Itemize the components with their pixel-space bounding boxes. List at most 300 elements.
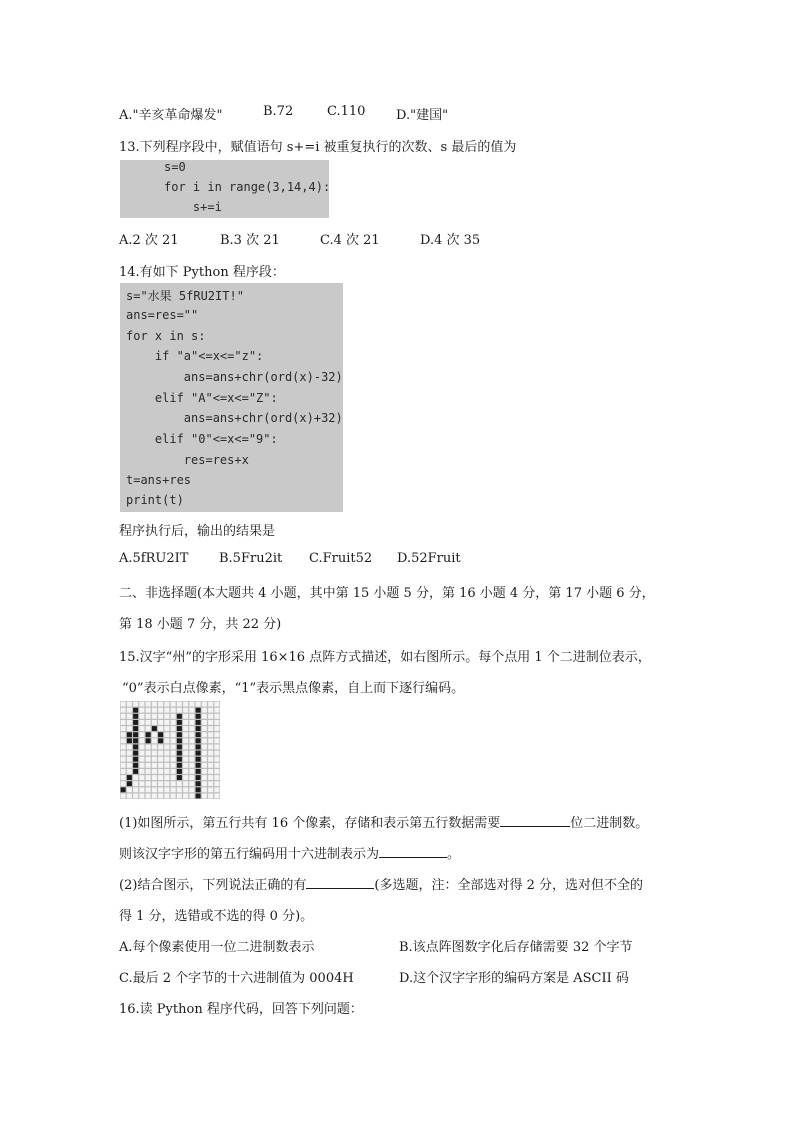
white-pixel xyxy=(214,775,219,780)
dot-matrix-grid xyxy=(120,701,220,799)
white-pixel xyxy=(121,738,126,743)
white-pixel xyxy=(139,793,144,798)
white-pixel xyxy=(189,781,194,786)
white-pixel xyxy=(171,708,176,713)
black-pixel xyxy=(158,732,163,737)
white-pixel xyxy=(164,793,169,798)
q15-option-c: C.最后 2 个字节的十六进制值为 0004H xyxy=(119,971,354,986)
black-pixel xyxy=(133,757,138,762)
q15-option-a: A.每个像素使用一位二进制数表示 xyxy=(119,940,315,955)
white-pixel xyxy=(164,787,169,792)
q15-stem: 15.汉字“州”的字形采用 16×16 点阵方式描述，如右图所示。每个点用 1 个二进制位表示， xyxy=(119,650,651,665)
white-pixel xyxy=(164,702,169,707)
white-pixel xyxy=(208,714,213,719)
black-pixel xyxy=(196,793,201,798)
black-pixel xyxy=(158,738,163,743)
white-pixel xyxy=(177,793,182,798)
q15-part1-text: 位二进制数。 xyxy=(570,816,649,831)
white-pixel xyxy=(121,744,126,749)
answer-blank[interactable] xyxy=(379,845,447,858)
white-pixel xyxy=(171,702,176,707)
code-line: ans=ans+chr(ord(x)-32) xyxy=(126,370,343,384)
white-pixel xyxy=(121,720,126,725)
white-pixel xyxy=(171,744,176,749)
white-pixel xyxy=(158,726,163,731)
black-pixel xyxy=(133,744,138,749)
black-pixel xyxy=(177,714,182,719)
black-pixel xyxy=(127,738,132,743)
white-pixel xyxy=(183,757,188,762)
white-pixel xyxy=(146,757,151,762)
black-pixel xyxy=(196,763,201,768)
white-pixel xyxy=(208,775,213,780)
black-pixel xyxy=(133,708,138,713)
black-pixel xyxy=(133,720,138,725)
black-pixel xyxy=(177,775,182,780)
white-pixel xyxy=(177,708,182,713)
white-pixel xyxy=(121,775,126,780)
white-pixel xyxy=(121,793,126,798)
white-pixel xyxy=(139,744,144,749)
white-pixel xyxy=(202,751,207,756)
white-pixel xyxy=(158,793,163,798)
white-pixel xyxy=(146,775,151,780)
white-pixel xyxy=(189,763,194,768)
white-pixel xyxy=(183,702,188,707)
white-pixel xyxy=(139,708,144,713)
white-pixel xyxy=(214,714,219,719)
black-pixel xyxy=(177,751,182,756)
white-pixel xyxy=(121,702,126,707)
white-pixel xyxy=(171,751,176,756)
white-pixel xyxy=(202,769,207,774)
white-pixel xyxy=(202,763,207,768)
white-pixel xyxy=(202,714,207,719)
white-pixel xyxy=(214,726,219,731)
white-pixel xyxy=(183,787,188,792)
white-pixel xyxy=(164,738,169,743)
black-pixel xyxy=(177,769,182,774)
white-pixel xyxy=(152,708,157,713)
black-pixel xyxy=(196,781,201,786)
q15-part2-line2: 得 1 分，选错或不选的得 0 分)。 xyxy=(119,909,314,924)
white-pixel xyxy=(146,793,151,798)
white-pixel xyxy=(127,763,132,768)
black-pixel xyxy=(133,726,138,731)
white-pixel xyxy=(208,757,213,762)
code-line: for i in range(3,14,4): xyxy=(164,180,331,194)
white-pixel xyxy=(183,744,188,749)
white-pixel xyxy=(183,769,188,774)
white-pixel xyxy=(139,738,144,743)
white-pixel xyxy=(177,787,182,792)
white-pixel xyxy=(202,702,207,707)
white-pixel xyxy=(189,787,194,792)
white-pixel xyxy=(152,744,157,749)
answer-blank[interactable] xyxy=(500,814,570,827)
white-pixel xyxy=(183,763,188,768)
white-pixel xyxy=(164,744,169,749)
black-pixel xyxy=(121,787,126,792)
white-pixel xyxy=(177,702,182,707)
code-line: print(t) xyxy=(126,493,184,507)
white-pixel xyxy=(164,769,169,774)
white-pixel xyxy=(127,702,132,707)
white-pixel xyxy=(158,702,163,707)
white-pixel xyxy=(189,751,194,756)
answer-blank[interactable] xyxy=(306,876,374,889)
white-pixel xyxy=(171,726,176,731)
white-pixel xyxy=(139,763,144,768)
black-pixel xyxy=(177,720,182,725)
white-pixel xyxy=(127,714,132,719)
white-pixel xyxy=(127,726,132,731)
q13-stem: 13.下列程序段中，赋值语句 s+=i 被重复执行的次数、s 最后的值为 xyxy=(119,140,517,155)
black-pixel xyxy=(196,720,201,725)
code-line: s+=i xyxy=(164,200,222,214)
white-pixel xyxy=(158,787,163,792)
white-pixel xyxy=(214,793,219,798)
black-pixel xyxy=(133,751,138,756)
white-pixel xyxy=(183,781,188,786)
white-pixel xyxy=(171,787,176,792)
white-pixel xyxy=(146,751,151,756)
white-pixel xyxy=(152,702,157,707)
white-pixel xyxy=(189,757,194,762)
white-pixel xyxy=(183,775,188,780)
q14-code-block xyxy=(120,283,343,512)
white-pixel xyxy=(214,763,219,768)
black-pixel xyxy=(177,738,182,743)
white-pixel xyxy=(183,726,188,731)
white-pixel xyxy=(189,775,194,780)
black-pixel xyxy=(127,732,132,737)
code-line: elif "A"<=x<="Z": xyxy=(126,391,278,405)
white-pixel xyxy=(146,720,151,725)
white-pixel xyxy=(189,769,194,774)
q15-part2-text: (2)结合图示，下列说法正确的有 xyxy=(119,878,307,893)
q12-option-d: D."建国" xyxy=(396,108,449,123)
white-pixel xyxy=(146,744,151,749)
white-pixel xyxy=(127,751,132,756)
white-pixel xyxy=(202,775,207,780)
white-pixel xyxy=(121,769,126,774)
white-pixel xyxy=(189,738,194,743)
q15-part1-text: (1)如图所示，第五行共有 16 个像素，存储和表示第五行数据需要 xyxy=(119,816,501,831)
white-pixel xyxy=(214,738,219,743)
white-pixel xyxy=(202,787,207,792)
white-pixel xyxy=(202,793,207,798)
black-pixel xyxy=(133,738,138,743)
q12-option-c: C.110 xyxy=(327,104,366,119)
white-pixel xyxy=(158,744,163,749)
white-pixel xyxy=(139,775,144,780)
white-pixel xyxy=(202,732,207,737)
white-pixel xyxy=(127,769,132,774)
white-pixel xyxy=(139,726,144,731)
q15-part2-line1 xyxy=(119,874,643,893)
white-pixel xyxy=(127,757,132,762)
black-pixel xyxy=(196,787,201,792)
white-pixel xyxy=(152,763,157,768)
white-pixel xyxy=(158,708,163,713)
white-pixel xyxy=(127,787,132,792)
white-pixel xyxy=(121,714,126,719)
white-pixel xyxy=(208,781,213,786)
white-pixel xyxy=(171,732,176,737)
white-pixel xyxy=(121,757,126,762)
white-pixel xyxy=(189,744,194,749)
white-pixel xyxy=(164,781,169,786)
black-pixel xyxy=(196,744,201,749)
q14-option-a: A.5fRU2IT xyxy=(119,551,189,566)
white-pixel xyxy=(139,781,144,786)
white-pixel xyxy=(127,744,132,749)
white-pixel xyxy=(189,714,194,719)
black-pixel xyxy=(133,769,138,774)
black-pixel xyxy=(196,708,201,713)
white-pixel xyxy=(171,738,176,743)
white-pixel xyxy=(171,769,176,774)
q14-option-b: B.5Fru2it xyxy=(219,551,283,566)
white-pixel xyxy=(127,708,132,713)
white-pixel xyxy=(202,708,207,713)
white-pixel xyxy=(121,708,126,713)
white-pixel xyxy=(146,769,151,774)
white-pixel xyxy=(152,787,157,792)
white-pixel xyxy=(214,702,219,707)
white-pixel xyxy=(214,720,219,725)
white-pixel xyxy=(133,787,138,792)
code-line: res=res+x xyxy=(126,453,249,467)
q13-option-d: D.4 次 35 xyxy=(420,233,481,248)
black-pixel xyxy=(196,738,201,743)
white-pixel xyxy=(133,702,138,707)
white-pixel xyxy=(189,720,194,725)
black-pixel xyxy=(133,714,138,719)
section2-heading: 二、非选择题(本大题共 4 小题，其中第 15 小题 5 分，第 16 小题 4 分，第 17 小题 6 分， xyxy=(119,586,655,601)
white-pixel xyxy=(152,738,157,743)
q15-part1-line1 xyxy=(119,812,648,831)
q14-stem: 14.有如下 Python 程序段： xyxy=(119,265,285,280)
white-pixel xyxy=(202,744,207,749)
white-pixel xyxy=(183,732,188,737)
code-line: t=ans+res xyxy=(126,473,192,487)
white-pixel xyxy=(146,787,151,792)
code-line: elif "0"<=x<="9": xyxy=(126,432,278,446)
code-line: s=0 xyxy=(164,160,186,174)
q12-option-b: B.72 xyxy=(263,104,294,119)
white-pixel xyxy=(183,793,188,798)
white-pixel xyxy=(158,769,163,774)
white-pixel xyxy=(214,751,219,756)
white-pixel xyxy=(177,781,182,786)
white-pixel xyxy=(139,732,144,737)
white-pixel xyxy=(139,757,144,762)
white-pixel xyxy=(139,702,144,707)
q12-option-a: A."辛亥革命爆发" xyxy=(119,108,223,123)
white-pixel xyxy=(171,714,176,719)
white-pixel xyxy=(121,751,126,756)
q15-part2-text: (多选题，注：全部选对得 2 分，选对但不全的 xyxy=(374,878,644,893)
white-pixel xyxy=(152,775,157,780)
white-pixel xyxy=(164,726,169,731)
black-pixel xyxy=(152,726,157,731)
white-pixel xyxy=(139,714,144,719)
black-pixel xyxy=(127,781,132,786)
white-pixel xyxy=(152,751,157,756)
section2-heading-cont: 第 18 小题 7 分，共 22 分) xyxy=(119,617,282,632)
white-pixel xyxy=(214,769,219,774)
white-pixel xyxy=(208,726,213,731)
q15-option-d: D.这个汉字字形的编码方案是 ASCII 码 xyxy=(399,971,629,986)
white-pixel xyxy=(121,763,126,768)
white-pixel xyxy=(189,726,194,731)
white-pixel xyxy=(208,751,213,756)
white-pixel xyxy=(208,787,213,792)
q13-code-block xyxy=(120,160,329,218)
white-pixel xyxy=(202,781,207,786)
white-pixel xyxy=(208,769,213,774)
code-line: for x in s: xyxy=(126,329,206,343)
q13-option-b: B.3 次 21 xyxy=(220,233,280,248)
code-line: s="水果 5fRU2IT!" xyxy=(126,289,244,303)
white-pixel xyxy=(139,720,144,725)
black-pixel xyxy=(196,726,201,731)
white-pixel xyxy=(202,757,207,762)
white-pixel xyxy=(164,763,169,768)
q15-option-b: B.该点阵图数字化后存储需要 32 个字节 xyxy=(399,940,633,955)
white-pixel xyxy=(158,781,163,786)
white-pixel xyxy=(171,781,176,786)
white-pixel xyxy=(183,738,188,743)
white-pixel xyxy=(152,757,157,762)
white-pixel xyxy=(196,702,201,707)
white-pixel xyxy=(164,751,169,756)
white-pixel xyxy=(214,781,219,786)
q16-stem: 16.读 Python 程序代码，回答下列问题： xyxy=(119,1002,363,1017)
white-pixel xyxy=(171,757,176,762)
white-pixel xyxy=(158,775,163,780)
white-pixel xyxy=(146,763,151,768)
white-pixel xyxy=(127,720,132,725)
white-pixel xyxy=(214,744,219,749)
white-pixel xyxy=(171,793,176,798)
white-pixel xyxy=(202,738,207,743)
white-pixel xyxy=(189,793,194,798)
white-pixel xyxy=(127,793,132,798)
black-pixel xyxy=(196,775,201,780)
white-pixel xyxy=(189,732,194,737)
black-pixel xyxy=(177,744,182,749)
white-pixel xyxy=(152,732,157,737)
black-pixel xyxy=(127,775,132,780)
white-pixel xyxy=(152,720,157,725)
white-pixel xyxy=(164,757,169,762)
white-pixel xyxy=(164,732,169,737)
white-pixel xyxy=(133,781,138,786)
white-pixel xyxy=(183,708,188,713)
black-pixel xyxy=(133,763,138,768)
white-pixel xyxy=(214,757,219,762)
black-pixel xyxy=(196,757,201,762)
white-pixel xyxy=(214,732,219,737)
black-pixel xyxy=(196,732,201,737)
white-pixel xyxy=(158,757,163,762)
white-pixel xyxy=(183,714,188,719)
white-pixel xyxy=(171,775,176,780)
white-pixel xyxy=(189,708,194,713)
black-pixel xyxy=(196,751,201,756)
black-pixel xyxy=(133,732,138,737)
white-pixel xyxy=(152,769,157,774)
black-pixel xyxy=(177,763,182,768)
white-pixel xyxy=(133,793,138,798)
white-pixel xyxy=(183,751,188,756)
white-pixel xyxy=(208,720,213,725)
white-pixel xyxy=(152,714,157,719)
black-pixel xyxy=(177,757,182,762)
q15-part1-line2 xyxy=(119,843,460,862)
q13-option-c: C.4 次 21 xyxy=(320,233,380,248)
black-pixel xyxy=(177,726,182,731)
black-pixel xyxy=(196,769,201,774)
white-pixel xyxy=(139,769,144,774)
white-pixel xyxy=(208,708,213,713)
white-pixel xyxy=(208,732,213,737)
white-pixel xyxy=(214,708,219,713)
q15-stem-cont: “0”表示白点像素，“1”表示黑点像素，自上而下逐行编码。 xyxy=(122,681,465,696)
white-pixel xyxy=(171,763,176,768)
white-pixel xyxy=(146,781,151,786)
q13-option-a: A.2 次 21 xyxy=(119,233,179,248)
black-pixel xyxy=(196,714,201,719)
white-pixel xyxy=(152,793,157,798)
white-pixel xyxy=(121,726,126,731)
black-pixel xyxy=(177,732,182,737)
white-pixel xyxy=(164,775,169,780)
black-pixel xyxy=(146,732,151,737)
white-pixel xyxy=(164,714,169,719)
white-pixel xyxy=(133,775,138,780)
white-pixel xyxy=(146,708,151,713)
code-line: ans=res="" xyxy=(126,308,199,322)
white-pixel xyxy=(139,751,144,756)
white-pixel xyxy=(121,781,126,786)
code-line: ans=ans+chr(ord(x)+32) xyxy=(126,411,343,425)
white-pixel xyxy=(202,726,207,731)
white-pixel xyxy=(139,787,144,792)
q15-part1-text: 。 xyxy=(447,847,461,862)
white-pixel xyxy=(208,793,213,798)
white-pixel xyxy=(164,720,169,725)
white-pixel xyxy=(214,787,219,792)
white-pixel xyxy=(152,781,157,786)
white-pixel xyxy=(183,720,188,725)
q14-after-text: 程序执行后，输出的结果是 xyxy=(119,524,276,539)
white-pixel xyxy=(158,751,163,756)
code-line: if "a"<=x<="z": xyxy=(126,349,264,363)
white-pixel xyxy=(164,708,169,713)
white-pixel xyxy=(146,714,151,719)
white-pixel xyxy=(146,726,151,731)
white-pixel xyxy=(158,720,163,725)
q14-option-c: C.Fruit52 xyxy=(309,551,373,566)
white-pixel xyxy=(158,714,163,719)
black-pixel xyxy=(146,738,151,743)
white-pixel xyxy=(208,744,213,749)
white-pixel xyxy=(146,702,151,707)
